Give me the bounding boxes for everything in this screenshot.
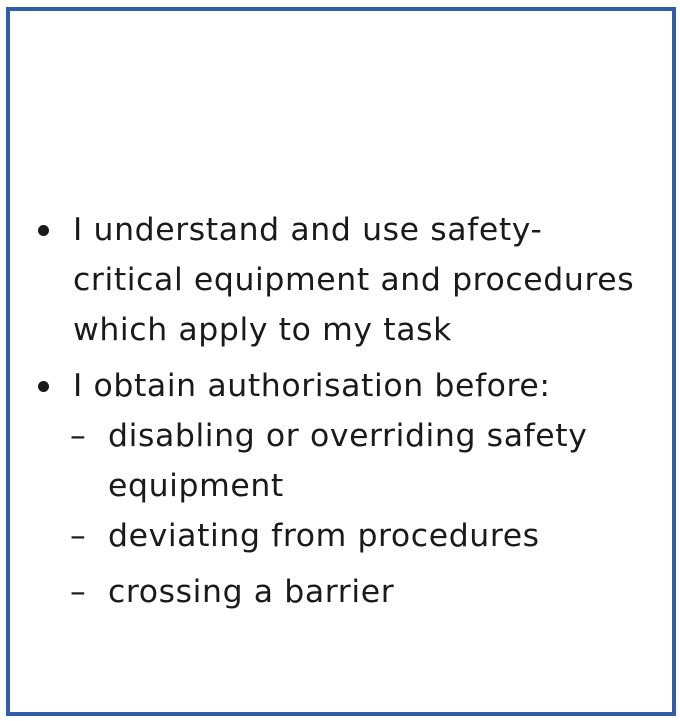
dash-icon: –	[70, 574, 87, 610]
dash-icon: –	[70, 418, 87, 454]
sub-item-1-line-1: disabling or overriding safety	[108, 418, 588, 454]
sub-item-2-text	[108, 511, 628, 561]
bullet-1-line-1: I understand and use safety-	[73, 212, 543, 248]
bullet-1-line-3: which apply to my task	[73, 312, 452, 348]
bullet-1-line-2: critical equipment and procedures	[73, 262, 635, 298]
bullet-dot-icon	[38, 381, 49, 392]
sub-item-1-text	[108, 411, 628, 511]
bullet-text-2	[73, 361, 663, 411]
sub-item-1-line-2: equipment	[108, 468, 284, 504]
sub-item-3-text	[108, 567, 628, 617]
sub-item-2-line-1: deviating from procedures	[108, 518, 540, 554]
bullet-dot-icon	[38, 225, 49, 236]
sub-item-3-line-1: crossing a barrier	[108, 574, 395, 610]
bullet-2-line-1: I obtain authorisation before:	[73, 368, 551, 404]
rule-card	[6, 7, 676, 716]
rule-content	[10, 11, 672, 712]
dash-icon: –	[70, 518, 87, 554]
bullet-text-1	[73, 205, 663, 355]
